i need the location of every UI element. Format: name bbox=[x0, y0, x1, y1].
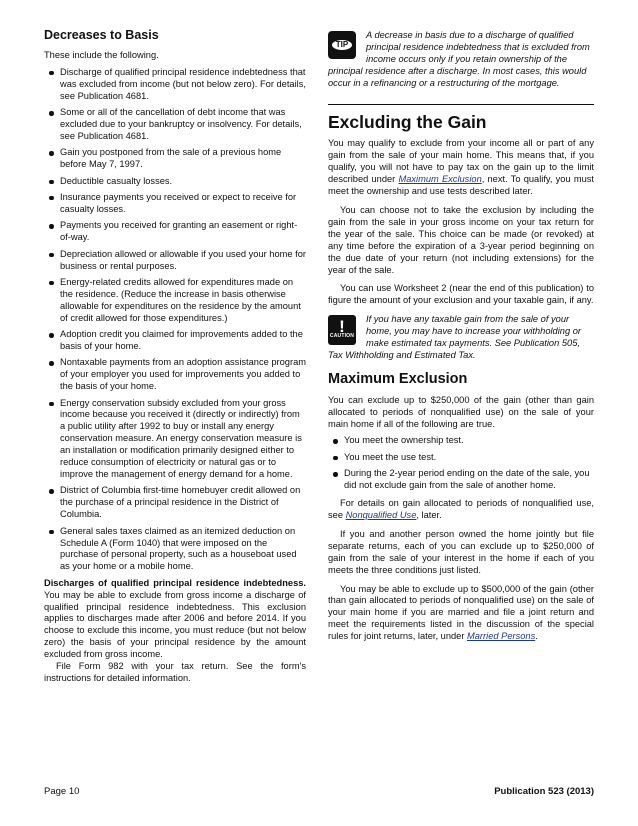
list-item: Adoption credit you claimed for improvements added to the basis of your home. bbox=[44, 329, 306, 353]
page-number: Page 10 bbox=[44, 786, 80, 797]
exclusion-intro-paragraph: You may qualify to exclude from your income all or part of any gain from the sale of your main home. This means that, if you qualify, you will not have to pay tax on the gain up to the limit described under Maximum Exclusion, next. To qualify, you must meet the ownership and use tests described later. bbox=[328, 138, 594, 197]
married-paragraph: You may be able to exclude up to $500,000 of the gain (other than gain allocated to periods of nonqualified use) on the sale of your main home if you are married and file a joint return and meet the requirements listed in the discussion of the special rules for joint returns, later, under Married Persons. bbox=[328, 583, 594, 642]
section-divider bbox=[328, 104, 594, 105]
discharge-runin-heading: Discharges of qualified principal residence indebtedness. bbox=[44, 577, 306, 588]
decreases-list bbox=[44, 67, 306, 573]
caution-note bbox=[328, 314, 594, 362]
maximum-exclusion-link[interactable]: Maximum Exclusion bbox=[398, 174, 482, 185]
list-item: You meet the use test. bbox=[328, 452, 594, 464]
list-item: Deductible casualty losses. bbox=[44, 176, 306, 188]
decreases-intro: These include the following. bbox=[44, 49, 159, 60]
maximum-exclusion-paragraph: You can exclude up to $250,000 of the gain (other than gain allocated to periods of nonqualified use) on the sale of your main home if all of the following are true. bbox=[328, 394, 594, 429]
excluding-the-gain-heading: Excluding the Gain bbox=[328, 111, 487, 132]
list-item: District of Columbia first-time homebuyer credit allowed on the purchase of a principal residence in the District of Columbia. bbox=[44, 485, 306, 521]
list-item: Some or all of the cancellation of debt income that was excluded due to your bankruptcy or insolvency. For details, see Publication 4681. bbox=[44, 107, 306, 143]
form-982-paragraph: File Form 982 with your tax return. See the form's instructions for detailed information. bbox=[44, 661, 306, 683]
nonqualified-paragraph: For details on gain allocated to periods of nonqualified use, see Nonqualified Use, later. bbox=[328, 498, 594, 520]
list-item: Payments you received for granting an easement or right-of-way. bbox=[44, 220, 306, 244]
tip-text: A decrease in basis due to a discharge of qualified principal residence indebtedness that is excluded from income occurs only if you retain ownership of the principal residence after a discharge. In most cases, this would occur in a refinancing or a restructuring of the mortgage. bbox=[328, 30, 590, 88]
list-item: Nontaxable payments from an adoption assistance program of your employer you used for improvements you added to the basis of your home. bbox=[44, 357, 306, 393]
list-item: Depreciation allowed or allowable if you used your home for business or rental purposes. bbox=[44, 249, 306, 273]
discharge-text: You may be able to exclude from gross income a discharge of qualified principal residence indebtedness. This exclusion applies to discharges made after 2006 and before 2014. If you choose to exclude this income, you must reduce (but not below zero) the basis of your principal residence by the amount excluded from gross income. bbox=[44, 589, 306, 660]
tip-note bbox=[328, 30, 594, 90]
worksheet-paragraph: You can use Worksheet 2 (near the end of this publication) to figure the amount of your exclusion and your taxable gain, if any. bbox=[328, 283, 594, 306]
list-item: Discharge of qualified principal residence indebtedness that was excluded from income (but not below zero). For details, see Publication 4681. bbox=[44, 67, 306, 103]
joint-owners-paragraph: If you and another person owned the home jointly but file separate returns, each of you can exclude up to $250,000 of gain from the sale of your interest in the home if each of you meets the three conditions just listed. bbox=[328, 528, 594, 575]
discharge-paragraph bbox=[44, 578, 306, 661]
publication-title: Publication 523 (2013) bbox=[494, 786, 594, 797]
choose-not-exclude-paragraph: You can choose not to take the exclusion by including the gain from the sale in your gross income on your tax return for the year of the sale. This choice can be made (or revoked) at any time before the expiration of a 3-year period beginning on the due date of your return (not including extensions) for the year of the sale. bbox=[328, 204, 594, 275]
decreases-to-basis-heading: Decreases to Basis bbox=[44, 28, 159, 42]
list-item: Insurance payments you received or expect to receive for casualty losses. bbox=[44, 192, 306, 216]
list-item: Energy conservation subsidy excluded from your gross income because you received it (directly or indirectly) from a public utility after 1992 to buy or install any energy conservation measure. An energy conservation measure is an installation or modification primarily designed either to reduce consumption of electricity or natural gas or to improve the management of energy demand for a home. bbox=[44, 398, 306, 481]
list-item: General sales taxes claimed as an itemized deduction on Schedule A (Form 1040) that were imposed on the purchase of personal property, such as a houseboat used as your home or a mobile home. bbox=[44, 526, 306, 574]
left-column bbox=[44, 30, 306, 685]
conditions-list bbox=[328, 435, 594, 492]
married-persons-link[interactable]: Married Persons bbox=[467, 631, 536, 642]
list-item: Energy-related credits allowed for expenditures made on the residence. (Reduce the increase in basis otherwise allowable for expenditures on the residence by the amount of credit allowed for those expenditures.) bbox=[44, 277, 306, 325]
caution-icon: ! CAUTION bbox=[328, 315, 356, 345]
tip-icon: TIP bbox=[328, 31, 356, 59]
list-item: Gain you postponed from the sale of a previous home before May 7, 1997. bbox=[44, 147, 306, 171]
right-column bbox=[328, 30, 594, 643]
caution-text: If you have any taxable gain from the sale of your home, you may have to increase your withholding or make estimated tax payments. See Publication 505, Tax Withholding and Estimated Tax. bbox=[328, 314, 581, 360]
list-item: You meet the ownership test. bbox=[328, 435, 594, 447]
nonqualified-use-link[interactable]: Nonqualified Use bbox=[345, 510, 417, 520]
exclamation-icon: ! bbox=[339, 317, 345, 337]
list-item: During the 2-year period ending on the date of the sale, you did not exclude gain from the sale of another home. bbox=[328, 468, 594, 492]
maximum-exclusion-heading: Maximum Exclusion bbox=[328, 370, 468, 387]
